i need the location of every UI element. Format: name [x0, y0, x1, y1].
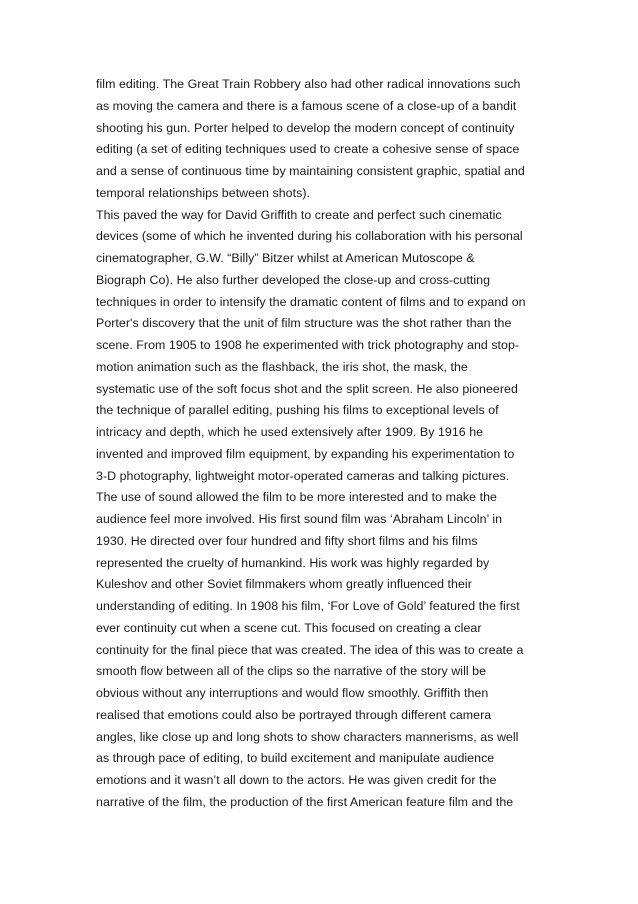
- text-line: devices (some of which he invented during his collaboration with his personal: [96, 229, 523, 244]
- text-line: motion animation such as the flashback, the iris shot, the mask, the: [96, 359, 468, 374]
- text-line: as through pace of editing, to build excitement and manipulate audience: [96, 751, 495, 766]
- text-line: Biograph Co). He also further developed the close-up and cross-cutting: [96, 272, 491, 287]
- text-line: cinematographer, G.W. “Billy” Bitzer whilst at American Mutoscope &: [96, 251, 475, 265]
- text-line: narrative of the film, the production of the first American feature film and the: [96, 794, 514, 809]
- text-line: systematic use of the soft focus shot and the split screen. He also pioneered: [96, 381, 518, 396]
- text-line: The use of sound allowed the film to be more interested and to make the: [96, 490, 497, 505]
- text-line: smooth flow between all of the clips so the narrative of the story will be: [96, 664, 487, 679]
- text-line: shooting his gun. Porter helped to develop the modern concept of continuity: [96, 120, 515, 135]
- text-line: Kuleshov and other Soviet filmmakers whom greatly influenced their: [96, 577, 472, 592]
- text-line: film editing. The Great Train Robbery also had other radical innovations such: [96, 77, 521, 91]
- body-text: [96, 74, 546, 814]
- text-line: techniques in order to intensify the dramatic content of films and to expand on: [96, 294, 526, 309]
- text-line: emotions and it wasn’t all down to the actors. He was given credit for the: [96, 773, 497, 787]
- text-line: 1930. He directed over four hundred and fifty short films and his films: [96, 533, 478, 548]
- text-line: Porter's discovery that the unit of film structure was the shot rather than the: [96, 316, 512, 331]
- text-line: the technique of parallel editing, pushing his films to exceptional levels of: [96, 403, 499, 418]
- text-line: invented and improved film equipment, by expanding his experimentation to: [96, 446, 515, 461]
- text-line: ever continuity cut when a scene cut. This focused on creating a clear: [96, 620, 482, 635]
- text-line: realised that emotions could also be portrayed through different camera: [96, 707, 492, 722]
- text-line: audience feel more involved. His first sound film was ‘Abraham Lincoln’ in: [96, 512, 503, 526]
- text-line: editing (a set of editing techniques used to create a cohesive sense of space: [96, 142, 520, 157]
- text-line: and a sense of continuous time by maintaining consistent graphic, spatial and: [96, 164, 525, 178]
- text-line: 3-D photography, lightweight motor-operated cameras and talking pictures.: [96, 468, 510, 483]
- text-line: continuity for the final piece that was created. The idea of this was to create a: [96, 642, 524, 657]
- text-line: This paved the way for David Griffith to create and perfect such cinematic: [96, 207, 502, 222]
- text-line: intricacy and depth, which he used extensively after 1909. By 1916 he: [96, 425, 484, 439]
- text-line: as moving the camera and there is a famous scene of a close-up of a bandit: [96, 98, 517, 113]
- text-line: represented the cruelty of humankind. His work was highly regarded by: [96, 555, 490, 570]
- text-line: temporal relationships between shots).: [96, 185, 311, 200]
- text-line: angles, like close up and long shots to show characters mannerisms, as well: [96, 729, 519, 744]
- text-line: obvious without any interruptions and would flow smoothly. Griffith then: [96, 686, 489, 700]
- text-line: scene. From 1905 to 1908 he experimented with trick photography and stop-: [96, 338, 520, 352]
- text-line: understanding of editing. In 1908 his film, ‘For Love of Gold’ featured the first: [96, 599, 520, 613]
